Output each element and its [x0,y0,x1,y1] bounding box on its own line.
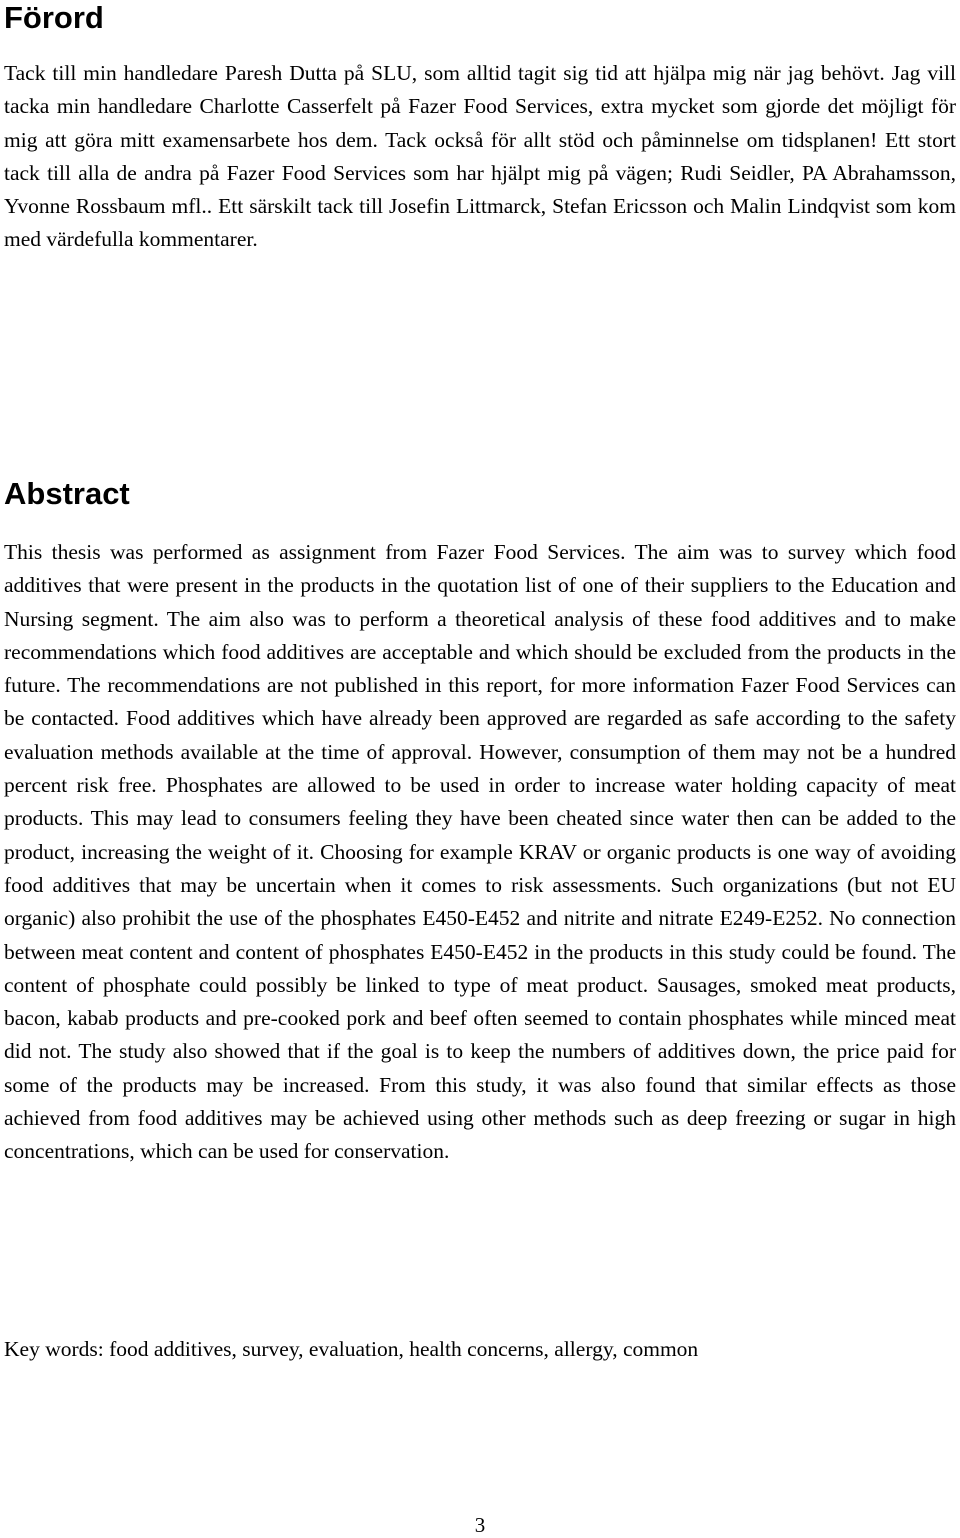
abstract-heading: Abstract [4,476,130,511]
foreword-heading: Förord [4,0,104,35]
abstract-paragraph: This thesis was performed as assignment from Fazer Food Services. The aim was to survey which food additives that were present in the products in the quotation list of one of their suppliers to the Education and Nursing segment. The aim also was to perform a theoretical analysis of these food additives and to make recommendations which food additives are acceptable and which should be excluded from the products in the future. The recommendations are not published in this report, for more information Fazer Food Services can be contacted. Food additives which have already been approved are regarded as safe according to the safety evaluation methods available at the time of approval. However, consumption of them may not be a hundred percent risk free. Phosphates are allowed to be used in order to increase water holding capacity of meat products. This may lead to consumers feeling they have been cheated since water then can be added to the product, increasing the weight of it. Choosing for example KRAV or organic products is one way of avoiding food additives that may be uncertain when it comes to risk assessments. Such organizations (but not EU organic) also prohibit the use of the phosphates E450-E452 and nitrite and nitrate E249-E252. No connection between meat content and content of phosphates E450-E452 in the products in this study could be found. The content of phosphate could possibly be linked to type of meat product. Sausages, smoked meat products, bacon, kabab products and pre-cooked pork and beef often seemed to contain phosphates while minced meat did not. The study also showed that if the goal is to keep the numbers of additives down, the price paid for some of the products may be increased. From this study, it was also found that similar effects as those achieved from food additives may be achieved using other methods such as deep freezing or sugar in high concentrations, which can be used for conservation. [4,540,956,1164]
keywords-line: Key words: food additives, survey, evaluation, health concerns, allergy, common [4,1337,699,1361]
page-number: 3 [474,1513,486,1537]
foreword-paragraph: Tack till min handledare Paresh Dutta på SLU, som alltid tagit sig tid att hjälpa mig när jag behövt. Jag vill tacka min handledare Charlotte Casserfelt på Fazer Food Services, extra mycket som gjorde det möjligt för mig att göra mitt examensarbete hos dem. Tack också för allt stöd och påminnelse om tidsplanen! Ett stort tack till alla de andra på Fazer Food Services som har hjälpt mig på vägen; Rudi Seidler, PA Abrahamsson, Yvonne Rossbaum mfl.. Ett särskilt tack till Josefin Littmarck, Stefan Ericsson och Malin Lindqvist som kom med värdefulla kommentarer. [4,61,956,252]
